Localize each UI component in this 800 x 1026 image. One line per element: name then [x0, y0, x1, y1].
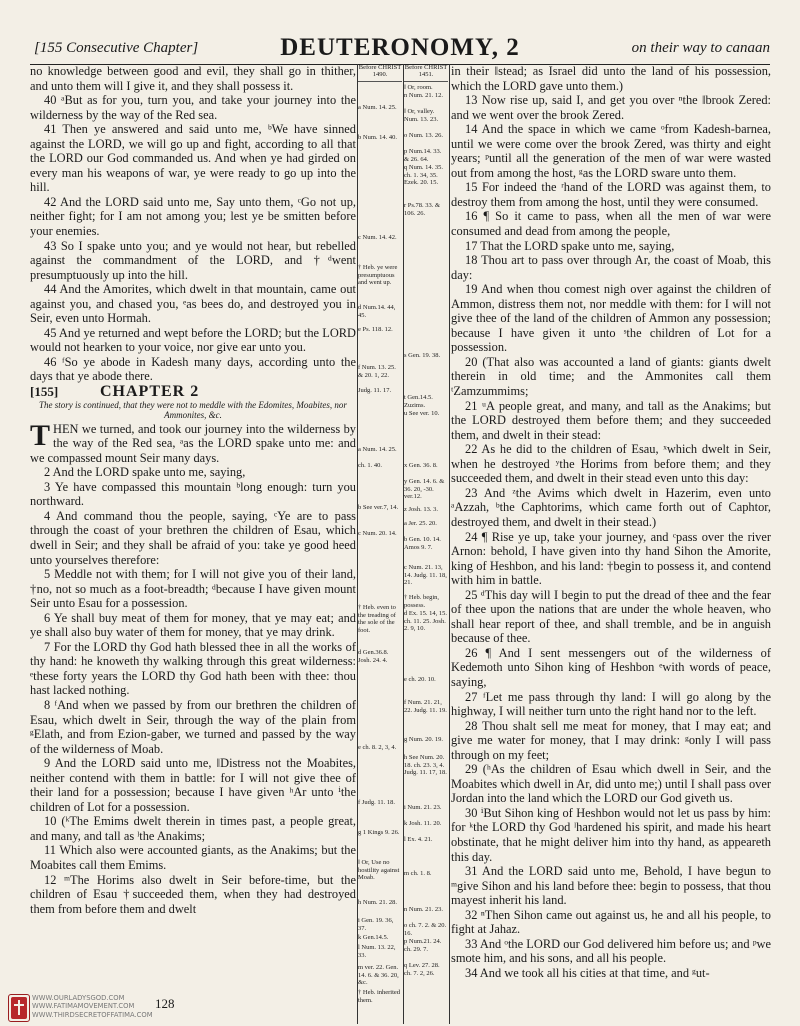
- cross-reference: m ver. 22. Gen. 14. 6. & 36. 20, &c.: [358, 964, 399, 987]
- verse-paragraph: 17 That the LORD spake unto me, saying,: [465, 238, 675, 253]
- verse-paragraph: 42 And the LORD said unto me, Say unto them, ᶜGo not up, neither fight; for I am not among you; lest ye be smitten before your enemies.: [30, 194, 356, 239]
- verse-paragraph: 21 ᵘA people great, and many, and tall as the Anakims; but the LORD destroyed them before them; and they succeeded them, and dwelt in their stead:: [451, 398, 771, 442]
- verse-paragraph: 28 Thou shalt sell me meat for money, that I may eat; and give me water for money, that I may drink: ᵍonly I will pass through on my feet;: [451, 718, 771, 762]
- cross-reference: e Ps. 118. 12.: [358, 326, 393, 333]
- watermark-urls: [32, 994, 153, 1019]
- verse-paragraph: 45 And ye returned and wept before the LORD; but the LORD would not hearken to your voice, nor give ear unto you.: [30, 325, 356, 355]
- verse-paragraph: 22 As he did to the children of Esau, ˣwhich dwelt in Seir, when he destroyed ʸthe Horims from before them; and they succeeded them, and dwelt in their stead even unto this day:: [451, 442, 771, 486]
- cross-reference: l Ex. 4. 21.: [404, 836, 433, 843]
- verse-paragraph: 6 Ye shall buy meat of them for money, that ye may eat; and ye shall also buy water of them for money, that ye may drink.: [30, 610, 356, 640]
- cross-reference: ‖ Or, Use no hostility against Moab.: [358, 859, 400, 882]
- cross-reference: a Jer. 25. 20.: [404, 520, 437, 527]
- verse-paragraph: 5 Meddle not with them; for I will not give you of their land, †no, not so much as a foot-breadth; ᵈbecause I have given mount Seir unto Esau for a possession.: [30, 567, 356, 611]
- verse-paragraph: 27 ᶠLet me pass through thy land: I will go along by the highway, I will neither turn unto the right hand nor to the left.: [451, 689, 771, 719]
- verse-paragraph: 19 And when thou comest nigh over against the children of Ammon, distress them not, nor meddle with them: for I will not give thee of the land of the children of Ammon any possession; because I have given it unto ˢthe children of Lot for a possession.: [451, 282, 771, 355]
- cross-reference: a Num. 14. 25.: [358, 104, 397, 111]
- cross-reference-margin-left: [358, 64, 402, 1004]
- verse-paragraph: 20 (That also was accounted a land of giants: giants dwelt therein in old time; and the Ammonites call them ᵗZamzummims;: [451, 354, 771, 399]
- cross-reference: n Num. 21. 23.: [404, 906, 443, 913]
- verse-paragraph: 10 (ᵏThe Emims dwelt therein in times past, a people great, and many, and tall as ˡthe Anakims;: [30, 814, 356, 843]
- verse-paragraph: 24 ¶ Rise ye up, take your journey, and ᶜpass over the river Arnon: behold, I have given into thy hand Sihon the Amorite, king of Heshbon, and his land: †begin to possess it, and contend with him in battle.: [451, 529, 771, 588]
- cross-reference: f Judg. 11. 18.: [358, 799, 395, 806]
- verse-paragraph: 9 And the LORD said unto me, ‖Distress not the Moabites, neither contend with them in battle: for I will not give thee of their land for a possession; because I have given ʰAr unto ⁱthe children of Lot for a possession.: [30, 756, 356, 814]
- verse-paragraph: 18 Thou art to pass over through Ar, the coast of Moab, this day:: [451, 253, 771, 282]
- page-header: [30, 34, 770, 65]
- cross-reference: d Ex. 15. 14, 15. ch. 11. 25. Josh. 2. 9, 10.: [404, 610, 447, 633]
- cross-reference: p Num.21. 24. ch. 29. 7.: [404, 938, 442, 953]
- verse-paragraph: 33 And ᵒthe LORD our God delivered him before us; and ᵖwe smote him, and his sons, and all his people.: [451, 936, 771, 966]
- cross-reference: o ch. 7. 2. & 20. 16.: [404, 922, 447, 937]
- cross-reference: d Num.14. 44, 45.: [358, 304, 396, 319]
- verse-paragraph: 3 Ye have compassed this mountain ᵇlong enough: turn you northward.: [30, 479, 356, 509]
- cross-reference: z Josh. 13. 3.: [404, 506, 438, 513]
- cross-reference-margin-right: [404, 64, 448, 977]
- cross-reference: n Num. 21. 12.: [404, 92, 443, 99]
- cross-reference: q Num. 14. 35. ch. 1. 34, 35. Ezek. 20. 15.: [404, 164, 443, 187]
- cross-reference: m ch. 1. 8.: [404, 870, 432, 877]
- page-number: 128: [155, 996, 175, 1011]
- verse-paragraph: 8 ᶠAnd when we passed by from our brethren the children of Esau, which dwelt in Seir, through the way of the plain from ᵍElath, and from Ezion-gaber, we turned and passed by the way of the wilderness of Moab.: [30, 697, 356, 756]
- column-rule: [449, 64, 450, 1024]
- left-text-column: [30, 64, 356, 916]
- cross-reference: g Num. 20. 19.: [404, 736, 443, 743]
- verse-paragraph: 40 ᵃBut as for you, turn you, and take your journey into the wilderness by the way of the Red sea.: [30, 93, 356, 122]
- verse-paragraph: 11 Which also were accounted giants, as the Anakims; but the Moabites call them Emims.: [30, 843, 356, 872]
- cross-reference: b Num. 14. 40.: [358, 134, 397, 141]
- cross-reference: x Gen. 36. 8.: [404, 462, 438, 469]
- verse-paragraph: 34 And we took all his cities at that time, and ᵍut-: [465, 965, 710, 980]
- cross-reference: s Gen. 19. 38.: [404, 352, 441, 359]
- verse-paragraph: 43 So I spake unto you; and ye would not hear, but rebelled against the commandment of the LORD, and †ᵈwent presumptuously up into the hill.: [30, 238, 356, 282]
- verse-paragraph: 16 ¶ So it came to pass, when all the men of war were consumed and dead from among the people,: [451, 209, 771, 239]
- era-label: Before CHRIST 1490.: [358, 64, 402, 82]
- cross-reference: c Num. 14. 42.: [358, 234, 397, 241]
- watermark-url: WWW.FATIMAMOVEMENT.COM: [32, 1002, 135, 1011]
- cross-reference: f Num. 21. 21, 22. Judg. 11. 19.: [404, 699, 447, 714]
- verse-paragraph: in their ‖stead; as Israel did unto the land of his possession, which the LORD gave unto them.): [451, 64, 771, 93]
- cross-reference: ch. 1. 40.: [358, 462, 383, 469]
- cross-reference: y Gen. 14. 6. & 36. 20, -30. ver.12.: [404, 478, 445, 501]
- cross-reference: † Heb. inherited them.: [358, 989, 401, 1004]
- cross-reference: q Lev. 27. 28. ch. 7. 2, 26.: [404, 962, 440, 977]
- page-title: DEUTERONOMY, 2: [280, 34, 520, 61]
- cross-reference: b See ver.7, 14.: [358, 504, 399, 511]
- cross-reference: r Ps.78. 33. & 106. 26.: [404, 202, 441, 217]
- cross-reference: p Num.14. 33. & 26. 64.: [404, 148, 442, 163]
- cross-reference: b Gen. 10. 14. Amos 9. 7.: [404, 536, 441, 551]
- cross-reference: d Gen.36.8. Josh. 24. 4.: [358, 649, 389, 664]
- verse-paragraph: 44 And the Amorites, which dwelt in that mountain, came out against you, and chased you, ᵉas bees do, and destroyed you in Seir, even unto Hormah.: [30, 282, 356, 326]
- era-label: Before CHRIST 1451.: [404, 64, 448, 82]
- cross-reference: k Gen.14.5.: [358, 934, 389, 941]
- cross-reference: t Gen.14.5. Zuzims.: [404, 394, 433, 409]
- cross-reference: l Num. 13. 22, 33.: [358, 944, 396, 959]
- verse-paragraph: 7 For the LORD thy God hath blessed thee in all the works of thy hand: he knoweth thy walking through this great wilderness: ᵉthese forty years the LORD thy God hath been with thee: thou hast lacked nothing.: [30, 639, 356, 698]
- cross-reference: ‖ Or, valley.: [404, 108, 435, 115]
- verse-paragraph: 46 ᶠSo ye abode in Kadesh many days, according unto the days that ye abode there.: [30, 354, 356, 384]
- verse-text: HEN we turned, and took our journey into the wilderness by the way of the Red sea, ᵃas the LORD spake unto me: and we compassed mount Seir many days.: [30, 421, 356, 465]
- verse-paragraph: 15 For indeed the ʳhand of the LORD was against them, to destroy them from among the host, until they were consumed.: [451, 180, 771, 209]
- page-footer: [0, 990, 800, 1024]
- cross-reference: c Num. 21. 13, 14. Judg. 11. 18, 21.: [404, 564, 447, 587]
- chapter-heading: [30, 385, 356, 400]
- verse-paragraph: 2 And the LORD spake unto me, saying,: [44, 465, 246, 480]
- cross-reference: i Gen. 19. 36, 37.: [358, 917, 394, 932]
- watermark-url: WWW.THIRDSECRETOFFATIMA.COM: [32, 1010, 153, 1019]
- verse-paragraph: 31 And the LORD said unto me, Behold, I have begun to ᵐgive Sihon and his land before thee: begin to possess, that thou mayest inherit his land.: [451, 864, 771, 908]
- verse-paragraph: 14 And the space in which we came ᵒfrom Kadesh-barnea, until we were come over the brook Zered, was thirty and eight years; ᵖuntil all the generation of the men of war were wasted out from among the host, ᵍas the LORD sware unto them.: [451, 122, 771, 180]
- cross-reference: o Num. 13. 26.: [404, 132, 443, 139]
- chapter-title: CHAPTER 2: [100, 383, 200, 401]
- cross-reference: † Heb. ye were presumptuous and went up.: [358, 264, 398, 287]
- cross-reference: i Num. 21. 23.: [404, 804, 442, 811]
- cross-reference: g 1 Kings 9. 26.: [358, 829, 400, 836]
- verse-paragraph: 29 (ʰAs the children of Esau which dwell in Seir, and the Moabites which dwell in Ar, did unto me;) until I shall pass over Jordan into the land which the LORD our God giveth us.: [451, 762, 771, 806]
- cross-reference: ‖ Or, room.: [404, 84, 433, 91]
- verse-paragraph: no knowledge between good and evil, they shall go in thither, and unto them will I give it, and they shall possess it.: [30, 64, 356, 93]
- shield-icon: [9, 995, 29, 1021]
- verse-paragraph: 32 ⁿThen Sihon came out against us, he and all his people, to fight at Jahaz.: [451, 907, 771, 937]
- cross-reference: † Heb. begin, possess.: [404, 594, 440, 609]
- right-text-column: [451, 64, 771, 980]
- cross-reference: e ch. 20. 10.: [404, 676, 436, 683]
- cross-reference: h Num. 21. 28.: [358, 899, 397, 906]
- verse-paragraph: 13 Now rise up, said I, and get you over ⁿthe ‖brook Zered: and we went over the brook Zered.: [451, 93, 771, 122]
- verse-paragraph: 25 ᵈThis day will I begin to put the dread of thee and the fear of thee upon the nations that are under the whole heaven, who shall hear report of thee, and shall tremble, and be in anguish because of thee.: [451, 587, 771, 646]
- cross-reference: k Josh. 11. 20.: [404, 820, 442, 827]
- verse-paragraph: 4 And command thou the people, saying, ᶜYe are to pass through the coast of your brethren the children of Esau, which dwell in Seir; and they shall be afraid of you: take ye good heed unto yourselves therefore:: [30, 508, 356, 567]
- chapter-summary: The story is continued, that they were not to meddle with the Edomites, Moabites, nor Ammonites, &c.: [39, 399, 347, 420]
- cross-reference: f Num. 13. 25. & 20. 1, 22.: [358, 364, 396, 379]
- rosary-shield-icon: [8, 994, 30, 1022]
- cross-reference: u See ver. 10.: [404, 410, 440, 417]
- cross-reference: c Num. 20. 14.: [358, 530, 397, 537]
- verse-paragraph: 12 ᵐThe Horims also dwelt in Seir before-time, but the children of Esau †succeeded them, when they had destroyed them from before them and dwelt: [30, 872, 356, 916]
- cross-reference: Num. 13. 23.: [404, 116, 439, 123]
- watermark-url: WWW.OURLADYSGOD.COM: [32, 994, 125, 1002]
- consecutive-chapter-label: [155 Consecutive Chapter]: [34, 40, 199, 56]
- verse-paragraph: 26 ¶ And I sent messengers out of the wilderness of Kedemoth unto Sihon king of Heshbon ᵉwith words of peace, saying,: [451, 645, 771, 689]
- running-head-right: on their way to canaan: [631, 40, 770, 56]
- cross-reference: e ch. 8. 2, 3, 4.: [358, 744, 397, 751]
- cross-reference: a Num. 14. 25.: [358, 446, 397, 453]
- cross-reference: † Heb. even to the treading of the sole of the foot.: [358, 604, 396, 634]
- verse-paragraph: [30, 418, 356, 466]
- verse-paragraph: 41 Then ye answered and said unto me, ᵇWe have sinned against the LORD, we will go up and fight, according to all that the LORD our God commanded us. And when ye had girded on every man his weapons of war, ye were ready to go up into the hill.: [30, 122, 356, 195]
- verse-paragraph: 23 And ᶻthe Avims which dwelt in Hazerim, even unto ᵃAzzah, ᵇthe Caphtorims, which came forth out of Caphtor, destroyed them, and dwelt in their stead.): [451, 485, 771, 529]
- cross-reference: h See Num. 20. 18. ch. 23. 3, 4. Judg. 11. 17, 18.: [404, 754, 447, 777]
- chapter-consecutive-number: [155]: [30, 384, 59, 400]
- drop-cap-letter: T: [30, 418, 51, 452]
- cross-reference: Judg. 11. 17.: [358, 387, 392, 394]
- verse-paragraph: 30 ⁱBut Sihon king of Heshbon would not let us pass by him: for ᵏthe LORD thy God ˡhardened his spirit, and made his heart obstinate, that he might deliver him into thy hand, as appeareth this day.: [451, 805, 771, 864]
